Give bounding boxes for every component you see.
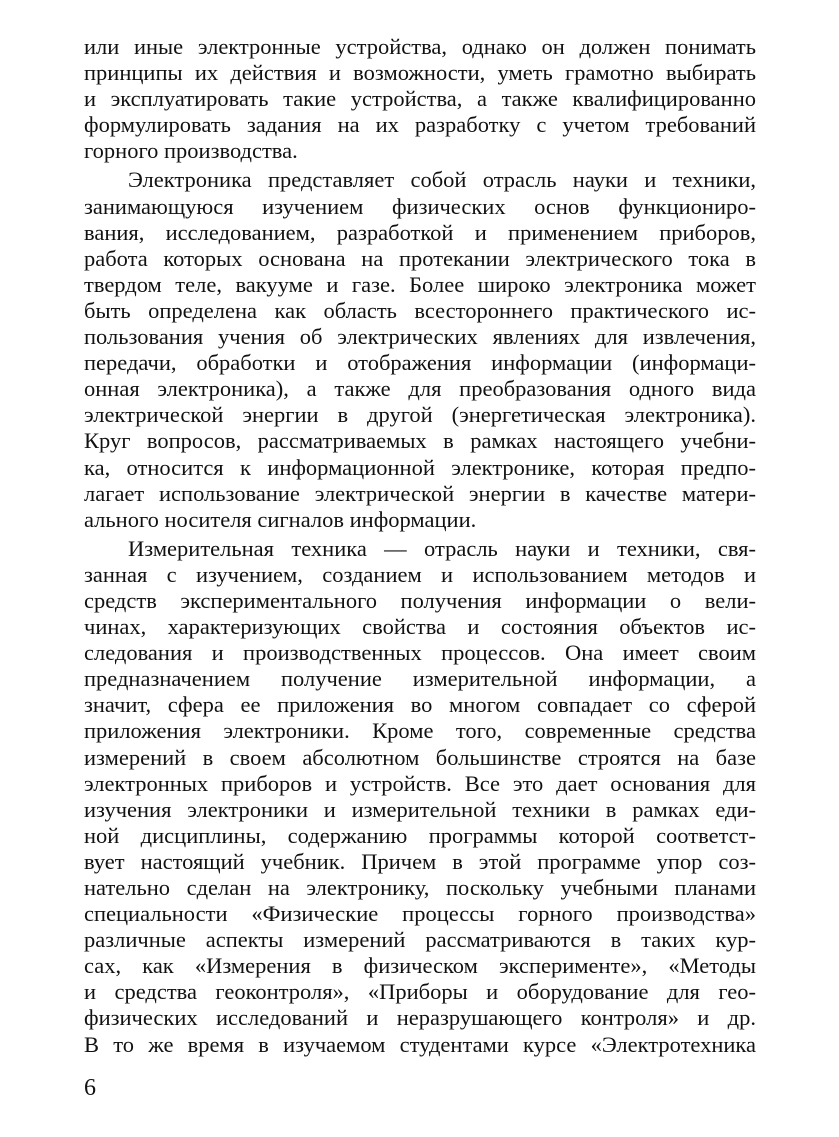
page-body xyxy=(84,34,756,1058)
text-line: физических исследований и неразрушающего контроля» и др. xyxy=(84,1005,756,1031)
text-line: передачи, обработки и отображения информации (информаци- xyxy=(84,350,756,376)
text-line: и эксплуатировать такие устройства, а также квалифицированно xyxy=(84,86,756,112)
text-line: специальности «Физические процессы горного производства» xyxy=(84,901,756,927)
text-line: Электроника представляет собой отрасль науки и техники, xyxy=(128,167,756,193)
text-line: электрической энергии в другой (энергетическая электроника). xyxy=(84,402,756,428)
text-line: вания, исследованием, разработкой и применением приборов, xyxy=(84,219,756,245)
text-line: твердом теле, вакууме и газе. Более широко электроника может xyxy=(84,271,756,297)
text-line: пользования учения об электрических явлениях для извлечения, xyxy=(84,324,756,350)
text-line: лагает использование электрической энергии в качестве матери- xyxy=(84,480,756,506)
text-line: и средства геоконтроля», «Приборы и оборудование для гео- xyxy=(84,979,756,1005)
text-line: измерений в своем абсолютном большинстве строятся на базе xyxy=(84,744,756,770)
text-line: принципы их действия и возможности, уметь грамотно выбирать xyxy=(84,60,756,86)
text-line: ального носителя сигналов информации. xyxy=(84,506,477,532)
paragraph xyxy=(84,536,756,1058)
text-line: быть определена как область всестороннего практического ис- xyxy=(84,297,756,323)
paragraph xyxy=(84,167,756,532)
text-line: нательно сделан на электронику, поскольку учебными планами xyxy=(84,875,756,900)
text-line: В то же время в изучаемом студентами курсе «Электротехника xyxy=(84,1031,756,1057)
text-line: средств экспериментального получения информации о вели- xyxy=(84,587,756,613)
page-number: 6 xyxy=(84,1075,96,1101)
text-line: предназначением получение измерительной информации, а xyxy=(84,666,756,692)
text-line: Круг вопросов, рассматриваемых в рамках настоящего учебни- xyxy=(84,428,756,454)
text-line: вует настоящий учебник. Причем в этой программе упор соз- xyxy=(84,848,756,874)
text-line: ной дисциплины, содержанию программы которой соответст- xyxy=(84,822,756,848)
text-line: приложения электроники. Кроме того, современные средства xyxy=(84,718,756,744)
text-line: работа которых основана на протекании электрического тока в xyxy=(84,245,756,271)
text-line: различные аспекты измерений рассматриваются в таких кур- xyxy=(84,927,756,953)
text-line: занная с изучением, созданием и использованием методов и xyxy=(84,561,756,587)
text-line: ка, относится к информационной электронике, которая предпо- xyxy=(84,454,756,480)
text-line: онная электроника), а также для преобразования одного вида xyxy=(84,376,756,402)
text-line: сах, как «Измерения в физическом эксперименте», «Методы xyxy=(84,953,756,979)
text-line: электронных приборов и устройств. Все это дает основания для xyxy=(84,770,756,796)
text-line: чинах, характеризующих свойства и состояния объектов ис- xyxy=(84,614,756,640)
text-line: занимающуюся изучением физических основ функциониро- xyxy=(84,193,756,219)
text-line: горного производства. xyxy=(84,138,298,164)
text-line: или иные электронные устройства, однако он должен понимать xyxy=(84,34,756,59)
text-line: формулировать задания на их разработку с учетом требований xyxy=(84,112,756,138)
text-line: следования и производственных процессов. Она имеет своим xyxy=(84,640,756,666)
text-line: значит, сфера ее приложения во многом совпадает со сферой xyxy=(84,692,756,718)
paragraph xyxy=(84,34,756,164)
text-line: Измерительная техника — отрасль науки и техники, свя- xyxy=(128,535,756,561)
text-line: изучения электроники и измерительной техники в рамках еди- xyxy=(84,796,756,822)
